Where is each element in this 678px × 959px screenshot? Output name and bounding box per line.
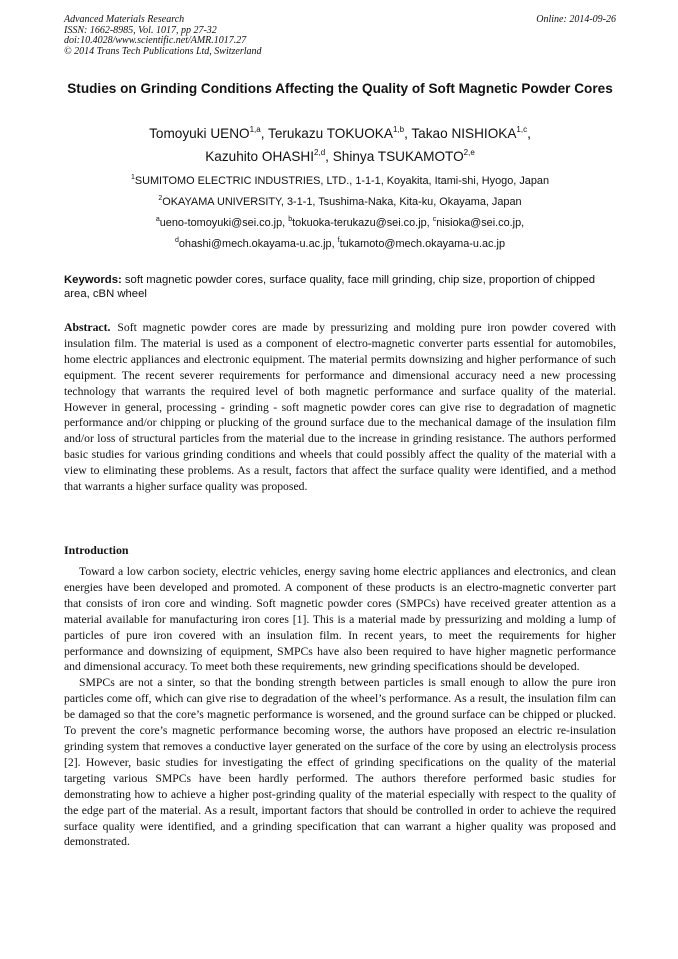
- email-superscript: a: [155, 216, 160, 223]
- email-superscript: d: [174, 237, 179, 244]
- email-superscript: c: [432, 216, 437, 223]
- author-line-1: [64, 122, 616, 145]
- affiliation-superscript: 1: [130, 174, 135, 181]
- abstract-label: Abstract.: [64, 321, 111, 334]
- affiliation: [64, 195, 616, 209]
- email-address: tukamoto@mech.okayama-u.ac.jp: [339, 238, 506, 250]
- email-address: tokuoka-terukazu@sei.co.jp,: [292, 217, 433, 229]
- email-superscript: f: [337, 237, 340, 244]
- copyright: © 2014 Trans Tech Publications Ltd, Switzerland: [64, 45, 262, 57]
- author-list: [64, 122, 616, 168]
- affiliation-superscript: 2: [158, 195, 163, 202]
- journal-name: Advanced Materials Research: [64, 14, 185, 25]
- affiliation-text: OKAYAMA UNIVERSITY, 3-1-1, Tsushima-Naka, Kita-ku, Okayama, Japan: [162, 196, 522, 208]
- online-date: Online: 2014-09-26: [536, 14, 616, 25]
- affiliation-text: SUMITOMO ELECTRIC INDUSTRIES, LTD., 1-1-1, Koyakita, Itami-shi, Hyogo, Japan: [134, 175, 550, 187]
- email-line-1: [64, 216, 616, 230]
- issn: ISSN: 1662-8985, Vol. 1017, pp 27-32: [64, 24, 217, 36]
- paragraph: Toward a low carbon society, electric vehicles, energy saving home electric appliances and electronics, and clean energies have been developed and promoted. A component of these products is an electro-magnetic converter part that consists of iron core and winding. Soft magnetic powder cores (SMPCs) have received greater attention as a material available for manufacturing iron cores [1]. This is a material made by pressurizing and molding a lump of particles of pure iron covered with an insulation film. In recent years, to meet the requirements for higher performance and downsizing of equipment, SMPCs have also been required to have higher magnetic performance and dimensional accuracy. To meet both these requirements, new grinding specifications should be developed.: [64, 565, 616, 674]
- author-name: Terukazu TOKUOKA: [268, 126, 393, 141]
- affiliation: [64, 174, 616, 188]
- paper-title: Studies on Grinding Conditions Affecting the Quality of Soft Magnetic Powder Cores: [67, 81, 613, 96]
- email-address: ueno-tomoyuki@sei.co.jp,: [159, 217, 289, 229]
- doi: doi:10.4028/www.scientific.net/AMR.1017.27: [64, 35, 247, 47]
- paragraph: SMPCs are not a sinter, so that the bonding strength between particles is small enough to allow the pure iron particles come off, which can give rise to degradation of the wheel’s performance. As a result, the insulation film can be damaged so that the core’s magnetic performance is worsened, and the ground surface can be chipped or plucked. To prevent the core’s magnetic performance becoming worse, the authors have proposed an electric re-insulation grinding system that removes a conductive layer generated on the surface of the core by using an electrolysis process [2]. However, basic studies for investigating the effect of grinding specifications on the quality of the material targeting various SMPCs have been hardly performed. The authors therefore performed basic studies for demonstrating how to achieve a higher post-grinding quality of the material especially with respect to the quality of the edge part of the material. As a result, important factors that should be controlled in order to achieve the required surface quality were identified, and a grinding specification that can warrant a higher quality was proposed and demonstrated.: [64, 676, 616, 849]
- author-line-2: [64, 145, 616, 168]
- author-superscript: 2,d: [314, 148, 326, 157]
- author-separator: ,: [527, 126, 531, 141]
- keywords: [64, 274, 616, 301]
- keywords-label: Keywords:: [64, 274, 122, 286]
- author-separator: ,: [325, 149, 333, 164]
- abstract-text: Soft magnetic powder cores are made by pressurizing and molding pure iron powder covered with insulation film. The material is used as a component of electro-magnetic converter parts essential for automobiles, home electric appliances and electronic equipment. The material permits downsizing and higher performance of such equipment. The recent severer requirements for performance and dimensional accuracy need a new processing technology that warrants the required level of both magnetic performance and surface quality of the material. However in general, processing - grinding - soft magnetic powder cores can give rise to degradation of magnetic performance and/or chipping or plucking of the ground surface due to the mechanical damage of the insulation film and/or loss of structural particles from the material due to the increase in grinding resistance. The authors performed basic studies for various grinding conditions and wheels that could possibly affect the quality of the material with a view to eliminating these problems. As a result, factors that affect the surface quality were identified, and a method that warrants a higher surface quality was proposed.: [64, 321, 616, 494]
- author-superscript: 1,c: [516, 125, 528, 134]
- author-superscript: 1,a: [249, 125, 261, 134]
- abstract: [64, 320, 616, 495]
- email-address: ohashi@mech.okayama-u.ac.jp,: [178, 238, 338, 250]
- keywords-text: soft magnetic powder cores, surface quality, face mill grinding, chip size, proportion of chipped area, cBN wheel: [64, 274, 596, 300]
- author-separator: ,: [404, 126, 412, 141]
- email-superscript: b: [288, 216, 293, 223]
- author-name: Takao NISHIOKA: [411, 126, 517, 141]
- author-name: Shinya TSUKAMOTO: [332, 149, 464, 164]
- author-name: Kazuhito OHASHI: [205, 149, 315, 164]
- section-heading-introduction: Introduction: [64, 543, 129, 557]
- author-name: Tomoyuki UENO: [149, 126, 250, 141]
- author-superscript: 2,e: [463, 148, 475, 157]
- journal-header: [64, 15, 616, 57]
- author-superscript: 1,b: [392, 125, 405, 134]
- email-line-2: [64, 237, 616, 251]
- author-separator: ,: [260, 126, 269, 141]
- email-address: nisioka@sei.co.jp,: [436, 217, 525, 229]
- introduction-body: [64, 564, 616, 850]
